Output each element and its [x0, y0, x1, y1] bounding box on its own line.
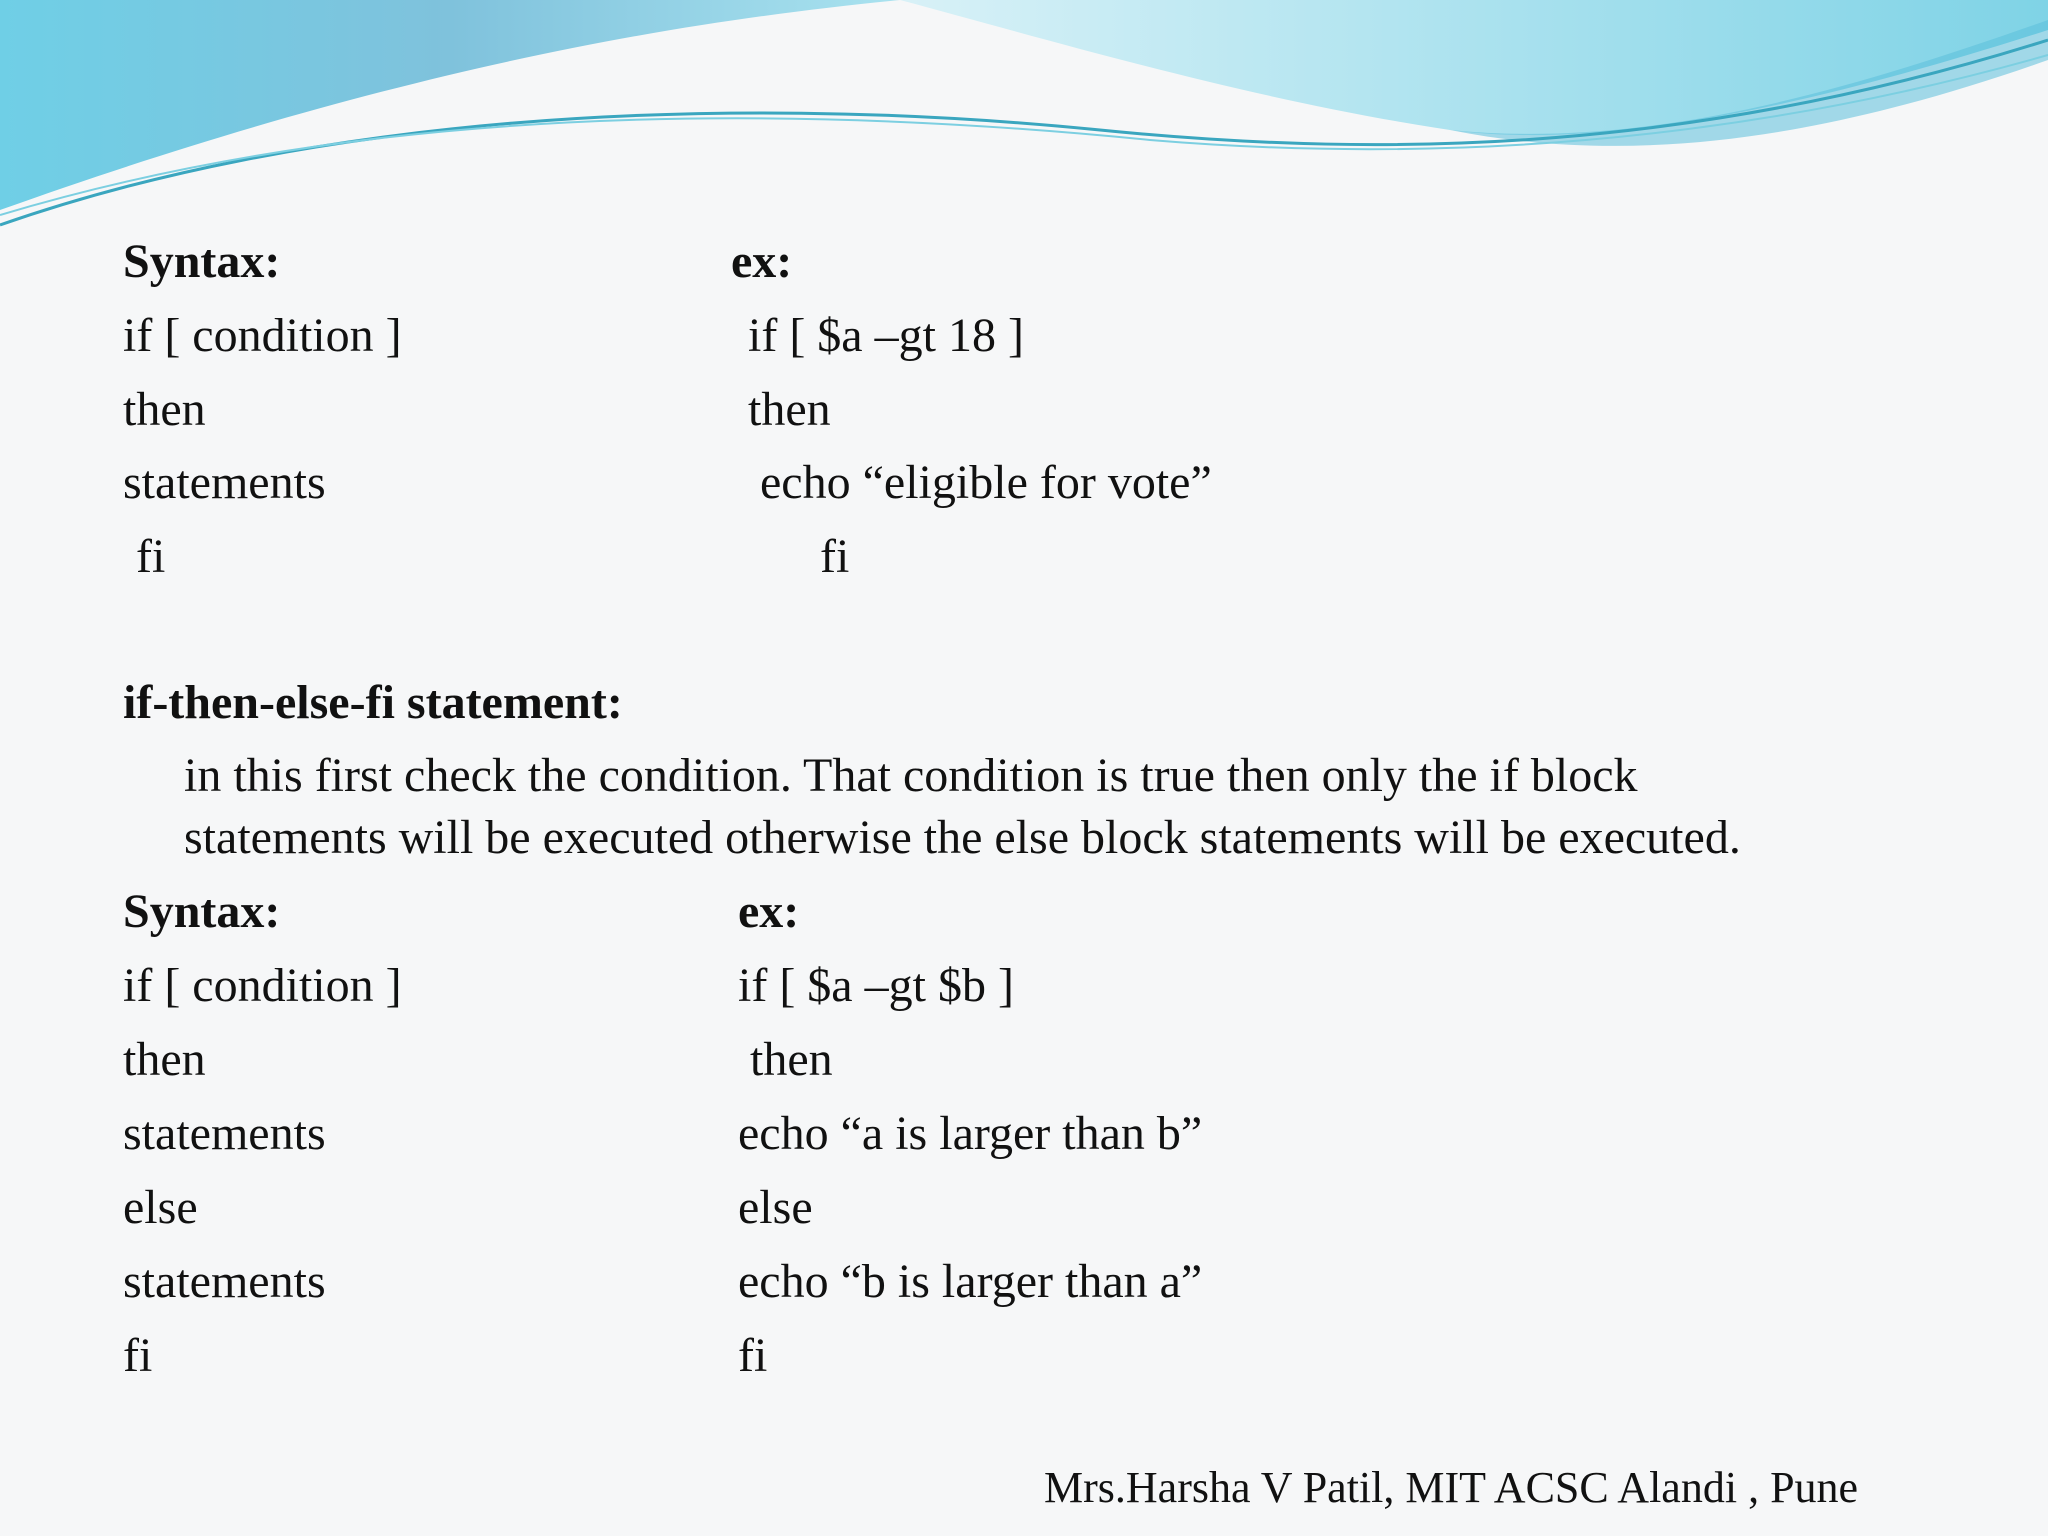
syntax-heading-2: Syntax: — [123, 885, 281, 938]
syntax-line: statements — [123, 1255, 326, 1308]
description-line: in this first check the condition. That condition is true then only the if block — [184, 749, 1638, 802]
example-line: else — [738, 1181, 813, 1234]
example-line: then — [748, 383, 831, 436]
example-heading-2: ex: — [738, 885, 800, 938]
syntax-line: statements — [123, 1107, 326, 1160]
syntax-line: else — [123, 1181, 198, 1234]
syntax-line: fi — [136, 530, 166, 583]
syntax-heading-1: Syntax: — [123, 235, 281, 288]
description-paragraph — [184, 745, 2014, 869]
section-title: if-then-else-fi statement: — [123, 676, 623, 729]
example-line: then — [750, 1033, 833, 1086]
example-heading-1: ex: — [731, 235, 793, 288]
syntax-line: fi — [123, 1329, 153, 1382]
footer-author: Mrs.Harsha V Patil, MIT ACSC Alandi , Pune — [1044, 1463, 1859, 1512]
decorative-wave-header — [0, 0, 2048, 240]
syntax-line: if [ condition ] — [123, 309, 402, 362]
syntax-line: then — [123, 383, 206, 436]
example-line: if [ $a –gt 18 ] — [748, 309, 1024, 362]
example-line: echo “a is larger than b” — [738, 1107, 1203, 1160]
example-line: fi — [820, 530, 850, 583]
example-line: echo “eligible for vote” — [760, 456, 1212, 509]
syntax-line: statements — [123, 456, 326, 509]
description-line: statements will be executed otherwise the else block statements will be executed. — [184, 811, 1741, 864]
syntax-line: if [ condition ] — [123, 959, 402, 1012]
syntax-line: then — [123, 1033, 206, 1086]
example-line: echo “b is larger than a” — [738, 1255, 1203, 1308]
example-line: if [ $a –gt $b ] — [738, 959, 1014, 1012]
example-line: fi — [738, 1329, 768, 1382]
